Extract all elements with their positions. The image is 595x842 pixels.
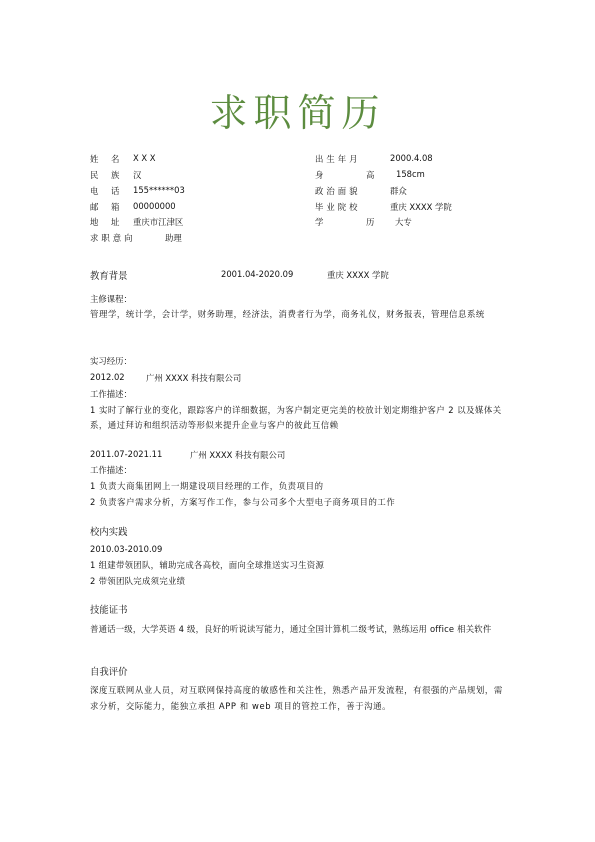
- info-value: 群众: [390, 186, 407, 196]
- job-date: 2012.02: [90, 372, 125, 382]
- info-label: 身 高: [315, 170, 395, 180]
- info-value: 汉: [133, 170, 142, 180]
- info-label: 地 址: [90, 217, 125, 227]
- skills-text: 普通话一级，大学英语 4 级，良好的听说读写能力，通过全国计算机二级考试，熟练运用 office 相关软件: [90, 624, 492, 634]
- info-label: 毕业院校: [315, 202, 361, 212]
- info-value: 2000.4.08: [390, 153, 433, 163]
- campus-date: 2010.03-2010.09: [90, 544, 163, 554]
- education-heading: 教育背景: [90, 271, 128, 282]
- info-label: 出生年月: [315, 154, 361, 164]
- info-value: 00000000: [133, 201, 176, 211]
- internship-heading: 实习经历：: [90, 356, 132, 366]
- job-company: 广州 XXXX 科技有限公司: [146, 373, 242, 383]
- campus-heading: 校内实践: [90, 527, 128, 538]
- job-desc-label: 工作描述：: [90, 465, 132, 475]
- job-desc-label: 工作描述：: [90, 389, 132, 399]
- courses-label: 主修课程：: [90, 294, 132, 304]
- courses-text: 管理学，统计学，会计学，财务助理，经济法，消费者行为学，商务礼仪，财务报表，管理信息系统: [90, 309, 485, 319]
- campus-item: 1 组建带领团队，辅助完成各高校，面向全球推送实习生资源: [90, 560, 325, 570]
- education-school: 重庆 XXXX 学院: [327, 270, 389, 280]
- info-value: X X X: [133, 153, 156, 163]
- info-value: 助理: [165, 233, 182, 243]
- info-label: 邮 箱: [90, 202, 125, 212]
- self-evaluation-text: 深度互联网从业人员，对互联网保持高度的敏感性和关注性，熟悉产品开发流程，有很强的产品规划，需求分析，交际能力，能独立承担 APP 和 web 项目的管控工作，善于沟通。: [90, 685, 503, 711]
- info-value: 大专: [395, 217, 412, 227]
- job-date: 2011.07-2021.11: [90, 449, 163, 459]
- campus-item: 2 带领团队完成须完业绩: [90, 576, 186, 586]
- info-label: 政治面貌: [315, 186, 361, 196]
- info-value: 重庆 XXXX 学院: [390, 202, 452, 212]
- info-value: 158cm: [396, 169, 425, 179]
- info-value: 重庆市江津区: [133, 217, 184, 227]
- info-label: 求职意向: [90, 233, 136, 243]
- skills-heading: 技能证书: [90, 605, 128, 616]
- info-label: 电 话: [90, 186, 125, 196]
- education-dates: 2001.04-2020.09: [221, 269, 294, 279]
- info-value: 155******03: [133, 185, 185, 195]
- self-evaluation-heading: 自我评价: [90, 667, 128, 678]
- info-label: 姓 名: [90, 154, 125, 164]
- job-desc-item: 2 负责客户需求分析，方案写作工作，参与公司多个大型电子商务项目的工作: [90, 497, 396, 507]
- page-title: 求职简历: [209, 91, 386, 135]
- job-company: 广州 XXXX 科技有限公司: [190, 450, 286, 460]
- info-label: 民 族: [90, 170, 125, 180]
- job-desc-item: 1 负责大商集团网上一期建设项目经理的工作，负责项目的: [90, 481, 324, 491]
- job-desc-item: 1 实时了解行业的变化，跟踪客户的详细数据，为客户制定更完美的校放计划定期维护客户 2 以及媒体关系，通过拜访和组织活动等形似来提升企业与客户的彼此互信赖: [90, 405, 502, 430]
- info-label: 学 历: [315, 217, 395, 227]
